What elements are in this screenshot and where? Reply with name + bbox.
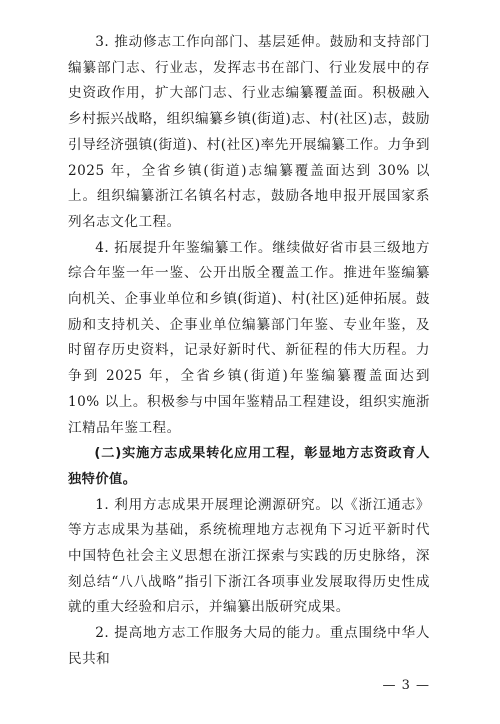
- paragraph-local-chronicles-extension: 3. 推动修志工作向部门、基层延伸。鼓励和支持部门编纂部门志、行业志，发挥志书在部门、行业发展中的存史资政作用，扩大部门志、行业志编纂覆盖面。积极融入乡村振兴战略，组织编纂乡镇(街道)志、村(社区)志，鼓励引导经济强镇(街道)、村(社区)率先开展编纂工作。力争到 2025 年，全省乡镇(街道)志编纂覆盖面达到 30% 以上。组织编纂浙江名镇名村志，鼓励各地申报开展国家系列名志文化工程。: [68, 34, 430, 230]
- page-number: — 3 —: [382, 678, 430, 693]
- paragraph-serve-overall-situation: 2. 提高地方志工作服务大局的能力。重点围绕中华人民共和: [68, 625, 430, 667]
- paragraph-theory-research: 1. 利用方志成果开展理论溯源研究。以《浙江通志》等方志成果为基础，系统梳理地方志视角下习近平新时代中国特色社会主义思想在浙江探索与实践的历史脉络，深刻总结“八八战略”指引下浙江各项事业发展取得历史性成就的重大经验和启示，并编纂出版研究成果。: [68, 496, 430, 616]
- paragraph-yearbook-compilation: 4. 拓展提升年鉴编纂工作。继续做好省市县三级地方综合年鉴一年一鉴、公开出版全覆盖工作。推进年鉴编纂向机关、企事业单位和乡镇(街道)、村(社区)延伸拓展。鼓励和支持机关、企事业单位编纂部门年鉴、专业年鉴，及时留存历史资料，记录好新时代、新征程的伟大历程。力争到 2025 年，全省乡镇(街道)年鉴编纂覆盖面达到 10% 以上。积极参与中国年鉴精品工程建设，组织实施浙江精品年鉴工程。: [68, 239, 430, 436]
- section-heading-achievement-application: (二)实施方志成果转化应用工程，彰显地方志资政育人独特价值。: [68, 446, 430, 487]
- document-body: [68, 30, 430, 673]
